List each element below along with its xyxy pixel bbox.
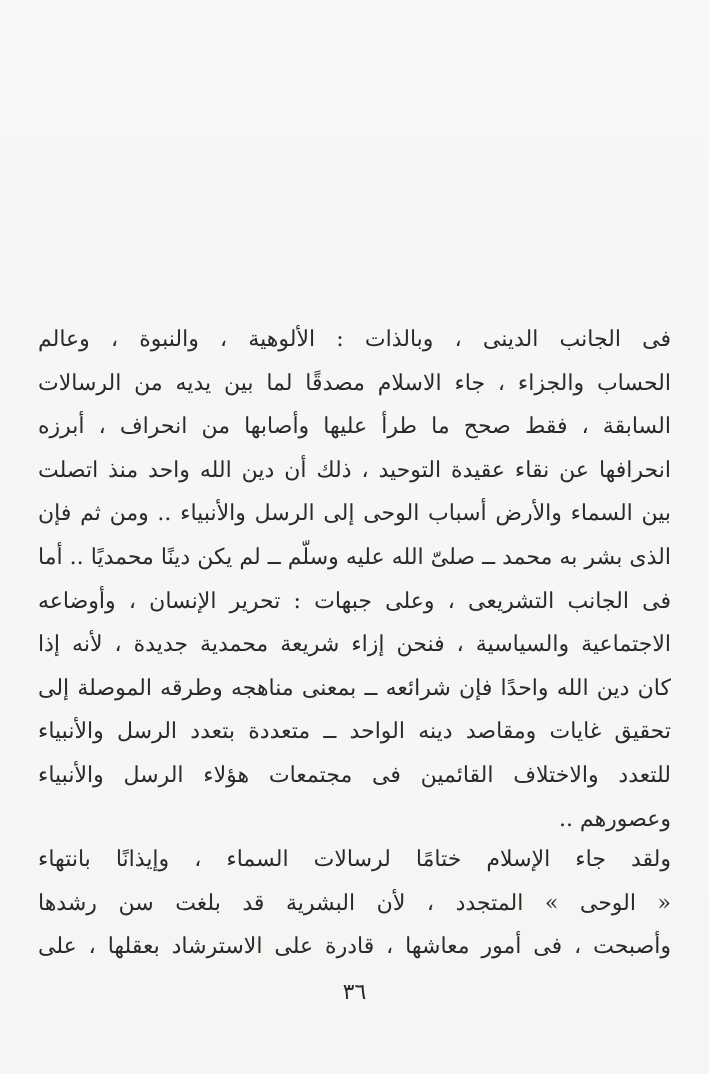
text-line: فى الجانب التشريعى ، وعلى جبهات : تحرير الإنسان ، وأوضاعه [38,588,671,614]
text-line: « الوحى » المتجدد ، لأن البشرية قد بلغت سن رشدها [38,890,671,916]
text-line: انحرافها عن نقاء عقيدة التوحيد ، ذلك أن دين الله واحد منذ اتصلت [38,457,671,483]
paragraph-2 [38,838,671,969]
text-line: الذى بشر به محمد ــ صلىّ الله عليه وسلّم ــ لم يكن دينًا محمديًا .. أما [38,544,671,570]
text-line: بين السماء والأرض أسباب الوحى إلى الرسل والأنبياء .. ومن ثم فإن [38,501,671,527]
text-line: ولقد جاء الإسلام ختامًا لرسالات السماء ، وإيذانًا بانتهاء [38,847,671,872]
page-number: ٣٦ [342,980,367,1005]
text-line: وعصورهم .. [558,806,671,832]
text-line: تحقيق غايات ومقاصد دينه الواحد ــ متعددة بتعدد الرسل والأنبياء [38,719,671,745]
text-line: السابقة ، فقط صحح ما طرأ عليها وأصابها من انحراف ، أبرزه [38,414,671,440]
text-line: الحساب والجزاء ، جاء الاسلام مصدقًا لما بين يديه من الرسالات [38,370,671,396]
text-line: وأصبحت ، فى أمور معاشها ، قادرة على الاسترشاد بعقلها ، على [38,934,671,960]
text-line: الاجتماعية والسياسية ، فنحن إزاء شريعة محمدية جديدة ، لأنه إذا [38,632,671,658]
text-line: فى الجانب الدينى ، وبالذات : الألوهية ، والنبوة ، وعالم [38,327,671,352]
paragraph-1 [38,318,671,841]
text-line: للتعدد والاختلاف القائمين فى مجتمعات هؤلاء الرسل والأنبياء [38,762,671,788]
text-line: كان دين الله واحدًا فإن شرائعه ــ بمعنى مناهجه وطرقه الموصلة إلى [38,675,671,701]
